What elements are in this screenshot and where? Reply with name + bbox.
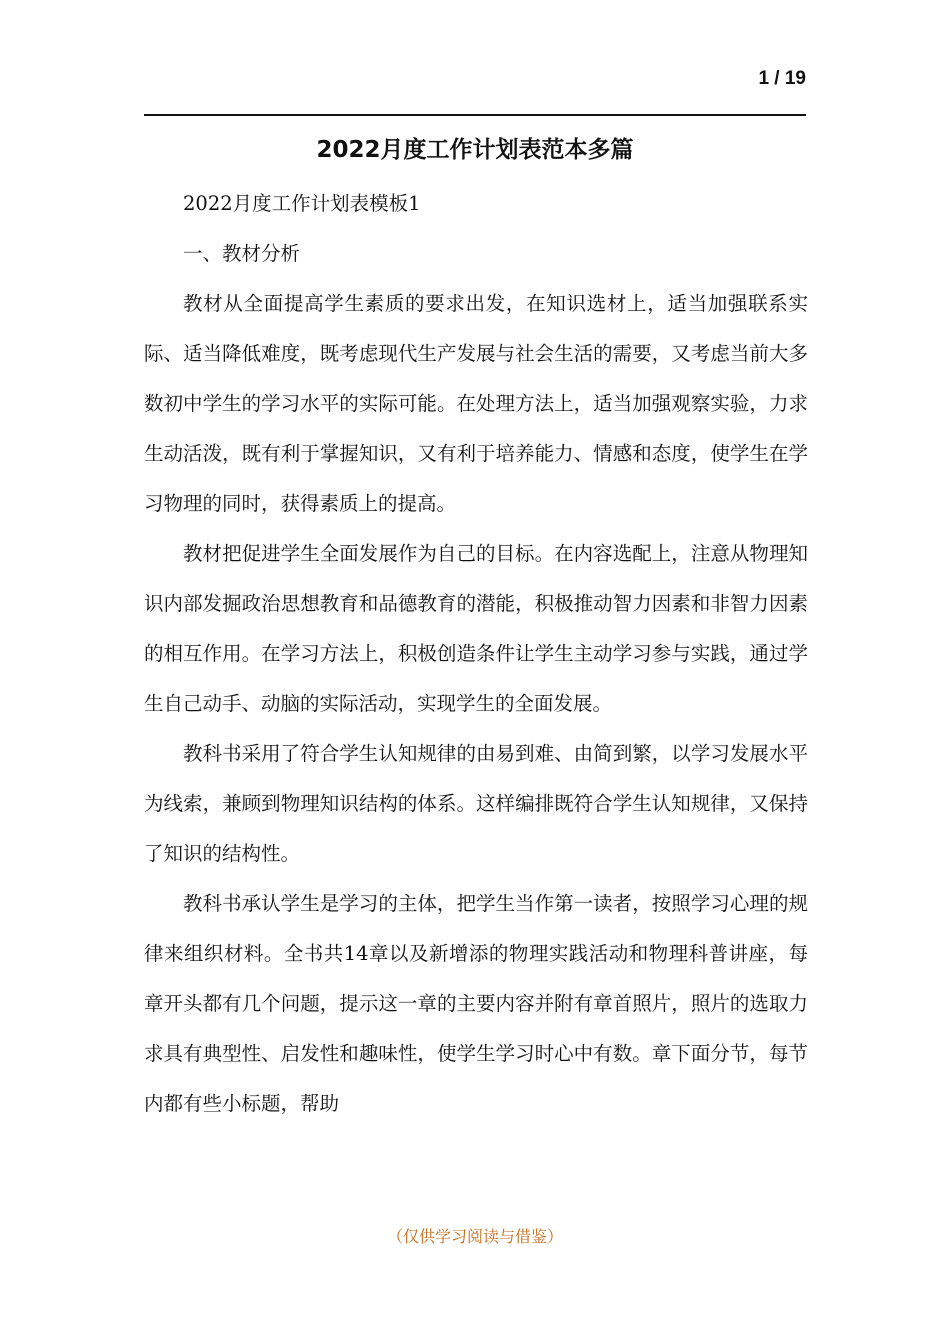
document-title: 2022月度工作计划表范本多篇 (316, 137, 634, 163)
footer-note: （仅供学习阅读与借鉴） (386, 1227, 563, 1246)
subtitle-paragraph: 2022月度工作计划表模板1 (183, 192, 421, 215)
body-paragraph: 教科书承认学生是学习的主体，把学生当作第一读者，按照学习心理的规律来组织材料。全书共14章以及新增添的物理实践活动和物理科普讲座，每章开头都有几个问题，提示这一章的主要内容并附有章首照片，照片的选取力求具有典型性、启发性和趣味性，使学生学习时心中有数。章下面分节，每节内都有些小标题，帮助 (144, 892, 808, 1115)
section-heading: 一、教材分析 (183, 242, 301, 265)
document-body (144, 179, 808, 1129)
page-number: 1 / 19 (758, 68, 806, 89)
body-paragraph: 教材从全面提高学生素质的要求出发，在知识选材上，适当加强联系实际、适当降低难度，既考虑现代生产发展与社会生活的需要，又考虑当前大多数初中学生的学习水平的实际可能。在处理方法上，适当加强观察实验，力求生动活泼，既有利于掌握知识，又有利于培养能力、情感和态度，使学生在学习物理的同时，获得素质上的提高。 (144, 292, 808, 515)
header-divider (144, 114, 806, 116)
body-paragraph: 教科书采用了符合学生认知规律的由易到难、由简到繁，以学习发展水平为线索，兼顾到物理知识结构的体系。这样编排既符合学生认知规律，又保持了知识的结构性。 (144, 742, 808, 865)
body-paragraph: 教材把促进学生全面发展作为自己的目标。在内容选配上，注意从物理知识内部发掘政治思想教育和品德教育的潜能，积极推动智力因素和非智力因素的相互作用。在学习方法上，积极创造条件让学生主动学习参与实践，通过学生自己动手、动脑的实际活动，实现学生的全面发展。 (144, 542, 808, 715)
